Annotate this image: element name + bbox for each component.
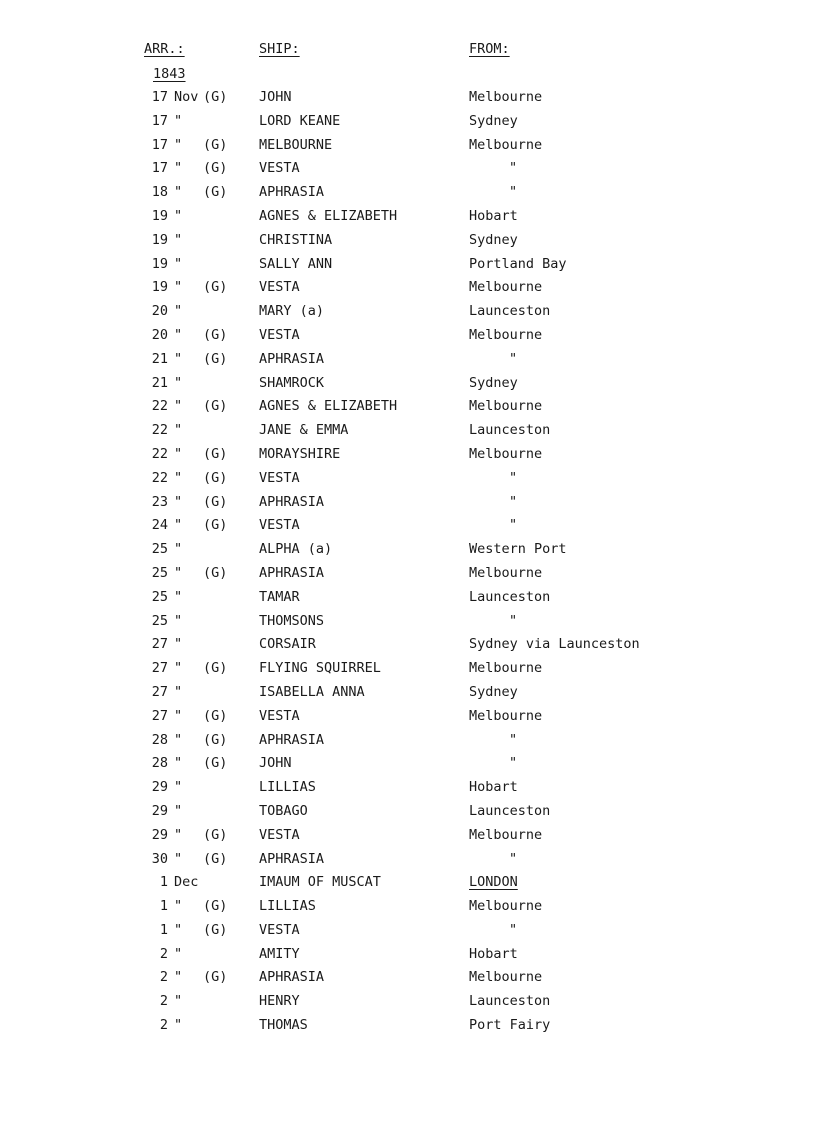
origin-port: Sydney (469, 112, 518, 129)
arrival-month: " (174, 136, 183, 153)
origin-port: Portland Bay (469, 255, 567, 272)
arrival-month: " (174, 493, 183, 510)
arrival-day: 25 (151, 564, 168, 581)
table-row (0, 565, 816, 589)
origin-port: LONDON (469, 874, 518, 891)
table-row (0, 779, 816, 803)
table-row (0, 755, 816, 779)
arrival-day: 23 (151, 493, 168, 510)
table-row (0, 660, 816, 684)
origin-port: Melbourne (469, 660, 543, 677)
arrival-month: " (174, 517, 183, 534)
table-row (0, 327, 816, 351)
government-flag: (G) (203, 279, 228, 296)
ship-name: VESTA (259, 160, 300, 177)
arrival-month: " (174, 921, 183, 938)
ship-name: APHRASIA (259, 184, 325, 201)
table-row (0, 351, 816, 375)
origin-port: Western Port (469, 541, 567, 558)
ship-name: APHRASIA (259, 969, 325, 986)
origin-port: Melbourne (469, 89, 543, 105)
arrival-day: 18 (151, 184, 168, 201)
arrival-day: 29 (151, 826, 168, 843)
origin-port: Melbourne (469, 707, 543, 724)
arrival-day: 1 (159, 898, 168, 915)
origin-port: Melbourne (469, 136, 543, 153)
arrival-day: 25 (151, 612, 168, 629)
government-flag: (G) (203, 184, 228, 201)
ship-name: JOHN (259, 89, 292, 105)
ship-name: APHRASIA (259, 564, 325, 581)
ship-name: JOHN (259, 755, 292, 772)
arrival-day: 27 (151, 683, 168, 700)
origin-port: " (509, 612, 518, 629)
arrival-month: " (174, 279, 183, 296)
table-row (0, 827, 816, 851)
origin-port: " (509, 160, 518, 177)
arrival-month: " (174, 564, 183, 581)
ship-name: VESTA (259, 279, 300, 296)
ship-name: MORAYSHIRE (259, 445, 341, 462)
arrival-month: " (174, 445, 183, 462)
arrival-month: " (174, 303, 183, 320)
arrival-month: " (174, 969, 183, 986)
origin-port: Melbourne (469, 445, 543, 462)
arrival-month: " (174, 374, 183, 391)
ship-name: AMITY (259, 945, 300, 962)
arrival-month: " (174, 898, 183, 915)
arrival-day: 19 (151, 231, 168, 248)
table-row (0, 208, 816, 232)
table-row (0, 184, 816, 208)
origin-port: Hobart (469, 945, 518, 962)
government-flag: (G) (203, 517, 228, 534)
table-row (0, 375, 816, 399)
ship-name: LILLIAS (259, 898, 316, 915)
arrival-month: " (174, 350, 183, 367)
arrival-day: 19 (151, 255, 168, 272)
arrival-month: " (174, 731, 183, 748)
arrival-day: 2 (159, 969, 168, 986)
origin-port: Hobart (469, 207, 518, 224)
government-flag: (G) (203, 445, 228, 462)
ship-name: IMAUM OF MUSCAT (259, 874, 381, 891)
arrival-month: " (174, 826, 183, 843)
government-flag: (G) (203, 660, 228, 677)
origin-port: Launceston (469, 993, 551, 1010)
arrival-day: 22 (151, 469, 168, 486)
arrival-day: 27 (151, 707, 168, 724)
arrival-day: 28 (151, 731, 168, 748)
origin-port: " (509, 493, 518, 510)
ship-name: VESTA (259, 326, 300, 343)
ship-name: VESTA (259, 707, 300, 724)
ship-name: ISABELLA ANNA (259, 683, 365, 700)
arrival-month: " (174, 755, 183, 772)
ship-name: APHRASIA (259, 850, 325, 867)
arrival-month: " (174, 802, 183, 819)
arrival-day: 28 (151, 755, 168, 772)
arrival-day: 22 (151, 445, 168, 462)
arrival-month: " (174, 850, 183, 867)
ship-name: LORD KEANE (259, 112, 341, 129)
arrival-month: " (174, 707, 183, 724)
table-row (0, 256, 816, 280)
government-flag: (G) (203, 564, 228, 581)
origin-port: Melbourne (469, 826, 543, 843)
arrival-month: " (174, 779, 183, 796)
government-flag: (G) (203, 350, 228, 367)
ship-name: VESTA (259, 469, 300, 486)
origin-port: Sydney (469, 683, 518, 700)
arrival-day: 25 (151, 588, 168, 605)
origin-port: Sydney (469, 231, 518, 248)
arrival-day: 1 (159, 921, 168, 938)
arrival-day: 22 (151, 398, 168, 415)
table-row (0, 279, 816, 303)
arrival-day: 29 (151, 779, 168, 796)
table-row (0, 1017, 816, 1041)
origin-port: Melbourne (469, 564, 543, 581)
origin-port: Launceston (469, 303, 551, 320)
ship-name: THOMSONS (259, 612, 325, 629)
arrival-day: 1 (159, 874, 168, 891)
government-flag: (G) (203, 921, 228, 938)
ship-name: HENRY (259, 993, 300, 1010)
arrival-day: 19 (151, 279, 168, 296)
ship-name: SALLY ANN (259, 255, 333, 272)
arrival-day: 25 (151, 541, 168, 558)
arrival-month: " (174, 612, 183, 629)
arrival-day: 20 (151, 326, 168, 343)
government-flag: (G) (203, 898, 228, 915)
table-row (0, 946, 816, 970)
government-flag: (G) (203, 493, 228, 510)
origin-port: " (509, 731, 518, 748)
arrival-day: 17 (151, 136, 168, 153)
ship-name: AGNES & ELIZABETH (259, 207, 398, 224)
arrival-month: " (174, 993, 183, 1010)
arrival-month: " (174, 945, 183, 962)
arrival-month: Dec (174, 874, 199, 891)
ship-name: SHAMROCK (259, 374, 325, 391)
column-header-arr: ARR.: (144, 41, 185, 57)
ship-name: APHRASIA (259, 350, 325, 367)
origin-port: Melbourne (469, 898, 543, 915)
ship-name: CORSAIR (259, 636, 316, 653)
government-flag: (G) (203, 136, 228, 153)
origin-port: " (509, 469, 518, 486)
table-row (0, 422, 816, 446)
origin-port: Melbourne (469, 398, 543, 415)
government-flag: (G) (203, 326, 228, 343)
origin-port: Launceston (469, 588, 551, 605)
arrival-day: 17 (151, 160, 168, 177)
government-flag: (G) (203, 469, 228, 486)
ship-name: VESTA (259, 517, 300, 534)
arrival-day: 17 (151, 89, 168, 105)
government-flag: (G) (203, 398, 228, 415)
table-row (0, 160, 816, 184)
arrival-month: " (174, 255, 183, 272)
ship-name: APHRASIA (259, 731, 325, 748)
ship-name: TOBAGO (259, 802, 308, 819)
ship-name: VESTA (259, 826, 300, 843)
government-flag: (G) (203, 731, 228, 748)
table-row (0, 874, 816, 898)
table-row (0, 517, 816, 541)
arrival-day: 27 (151, 660, 168, 677)
arrival-day: 2 (159, 993, 168, 1010)
table-row (0, 89, 816, 113)
origin-port: " (509, 184, 518, 201)
arrival-month: " (174, 398, 183, 415)
arrival-month: " (174, 588, 183, 605)
arrival-day: 17 (151, 112, 168, 129)
ship-name: TAMAR (259, 588, 300, 605)
arrival-month: " (174, 207, 183, 224)
origin-port: " (509, 850, 518, 867)
column-header-from: FROM: (469, 41, 510, 57)
arrival-month: " (174, 1017, 183, 1034)
table-row (0, 589, 816, 613)
government-flag: (G) (203, 707, 228, 724)
ship-name: AGNES & ELIZABETH (259, 398, 398, 415)
arrival-month: " (174, 184, 183, 201)
arrival-day: 22 (151, 422, 168, 439)
origin-port: Melbourne (469, 969, 543, 986)
government-flag: (G) (203, 969, 228, 986)
arrival-day: 21 (151, 374, 168, 391)
ship-name: ALPHA (a) (259, 541, 333, 558)
arrival-day: 2 (159, 945, 168, 962)
origin-port: Port Fairy (469, 1017, 551, 1034)
table-row (0, 684, 816, 708)
origin-port: Sydney (469, 374, 518, 391)
table-row (0, 137, 816, 161)
table-row (0, 398, 816, 422)
origin-port: Melbourne (469, 326, 543, 343)
arrival-month: Nov (174, 89, 199, 105)
arrival-month: " (174, 541, 183, 558)
arrival-day: 24 (151, 517, 168, 534)
origin-port: " (509, 921, 518, 938)
origin-port: " (509, 755, 518, 772)
table-row (0, 732, 816, 756)
arrival-day: 27 (151, 636, 168, 653)
arrival-day: 21 (151, 350, 168, 367)
ship-name: MARY (a) (259, 303, 325, 320)
government-flag: (G) (203, 850, 228, 867)
ship-name: MELBOURNE (259, 136, 333, 153)
table-row (0, 232, 816, 256)
table-row (0, 969, 816, 993)
arrivals-table (0, 89, 816, 1041)
table-row (0, 708, 816, 732)
arrival-month: " (174, 231, 183, 248)
arrival-day: 19 (151, 207, 168, 224)
origin-port: Launceston (469, 802, 551, 819)
origin-port: Melbourne (469, 279, 543, 296)
table-row (0, 113, 816, 137)
ship-name: THOMAS (259, 1017, 308, 1034)
year-heading: 1843 (153, 66, 186, 82)
government-flag: (G) (203, 89, 228, 105)
table-row (0, 541, 816, 565)
arrival-day: 20 (151, 303, 168, 320)
table-row (0, 993, 816, 1017)
table-row (0, 898, 816, 922)
arrival-month: " (174, 160, 183, 177)
table-row (0, 446, 816, 470)
table-row (0, 922, 816, 946)
ship-name: CHRISTINA (259, 231, 333, 248)
table-row (0, 494, 816, 518)
ship-name: VESTA (259, 921, 300, 938)
origin-port: Launceston (469, 422, 551, 439)
government-flag: (G) (203, 755, 228, 772)
ship-name: FLYING SQUIRREL (259, 660, 381, 677)
arrival-day: 29 (151, 802, 168, 819)
arrival-month: " (174, 469, 183, 486)
table-row (0, 851, 816, 875)
ship-name: APHRASIA (259, 493, 325, 510)
origin-port: " (509, 517, 518, 534)
arrival-month: " (174, 660, 183, 677)
table-row (0, 470, 816, 494)
arrival-month: " (174, 112, 183, 129)
column-header-ship: SHIP: (259, 41, 300, 57)
arrival-day: 30 (151, 850, 168, 867)
arrival-month: " (174, 636, 183, 653)
ship-name: LILLIAS (259, 779, 316, 796)
arrival-month: " (174, 326, 183, 343)
table-row (0, 303, 816, 327)
government-flag: (G) (203, 826, 228, 843)
table-row (0, 803, 816, 827)
origin-port: Sydney via Launceston (469, 636, 640, 653)
ship-name: JANE & EMMA (259, 422, 349, 439)
arrival-month: " (174, 683, 183, 700)
table-row (0, 613, 816, 637)
origin-port: Hobart (469, 779, 518, 796)
table-row (0, 636, 816, 660)
government-flag: (G) (203, 160, 228, 177)
arrival-day: 2 (159, 1017, 168, 1034)
origin-port: " (509, 350, 518, 367)
arrival-month: " (174, 422, 183, 439)
